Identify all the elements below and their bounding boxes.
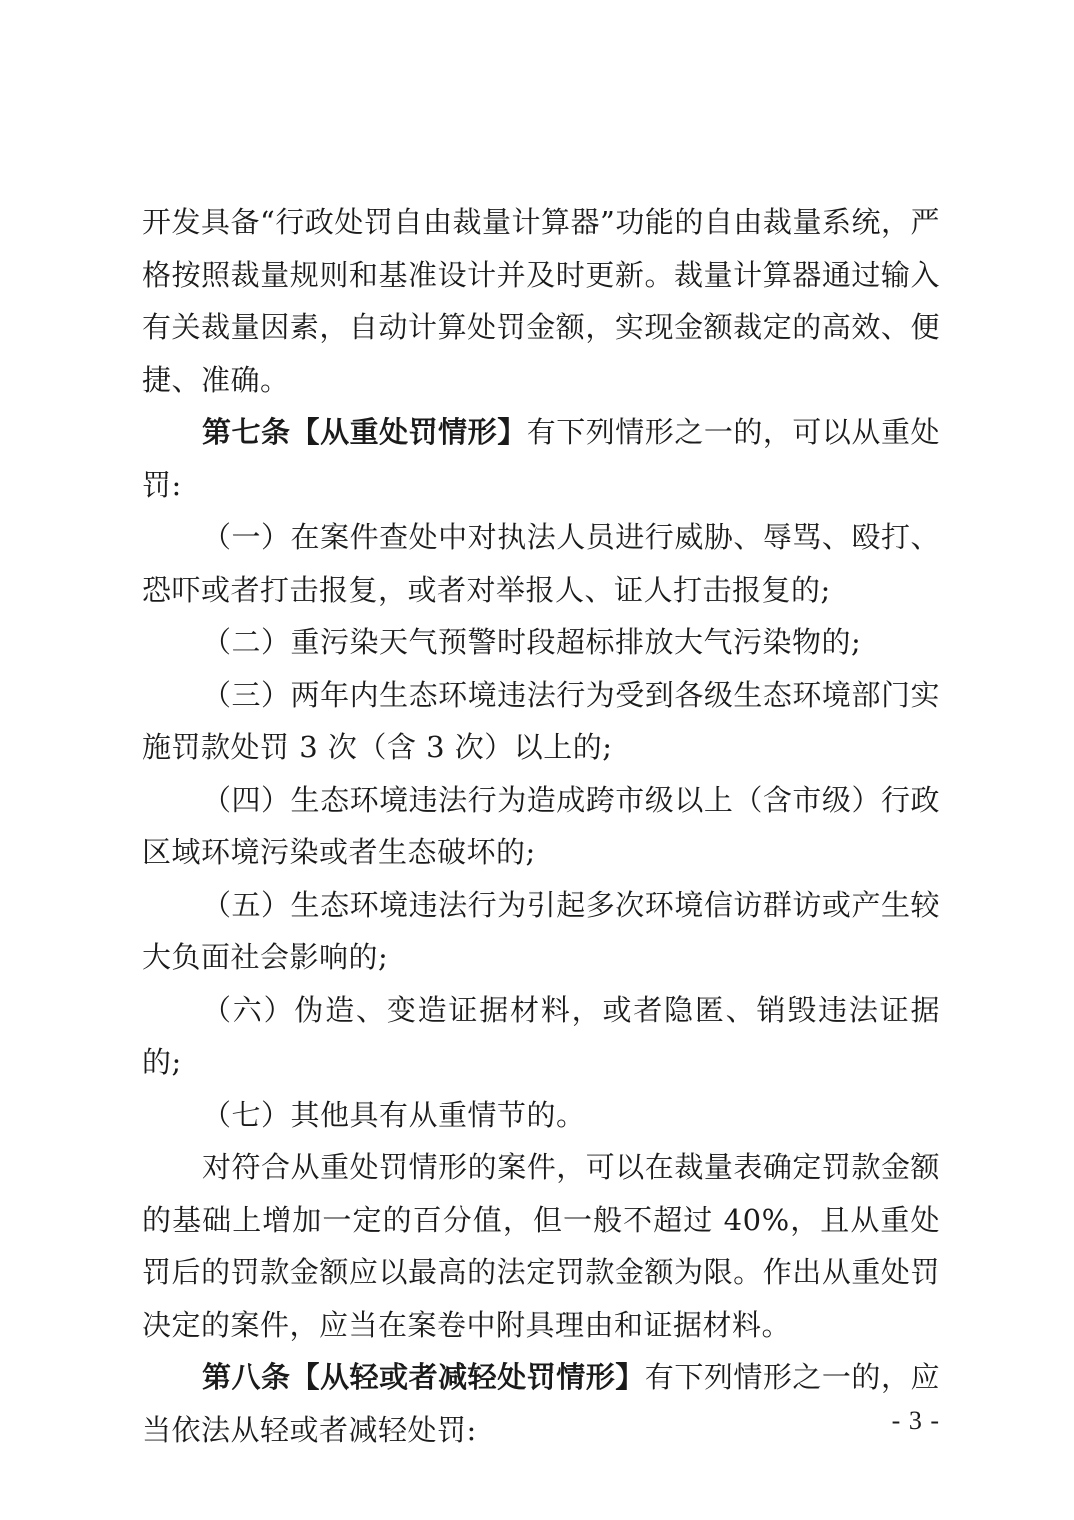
body-text — [142, 196, 940, 1456]
article-7: 第七条【从重处罚情形】有下列情形之一的，可以从重处罚: — [142, 415, 940, 502]
article-7-item-5: （五）生态环境违法行为引起多次环境信访群访或产生较大负面社会影响的; — [142, 887, 940, 974]
article-7-item-7: （七）其他具有从重情节的。 — [202, 1097, 586, 1132]
article-8-heading: 第八条【从轻或者减轻处罚情形】 — [202, 1360, 645, 1394]
article-7-item-1: （一）在案件查处中对执法人员进行威胁、辱骂、殴打、恐吓或者打击报复，或者对举报人、证人打击报复的; — [142, 520, 940, 607]
article-7-item-4: （四）生态环境违法行为造成跨市级以上（含市级）行政区域环境污染或者生态破坏的; — [142, 782, 940, 869]
article-7-item-2: （二）重污染天气预警时段超标排放大气污染物的; — [202, 625, 862, 659]
article-7-item-6: （六）伪造、变造证据材料，或者隐匿、销毁违法证据的; — [142, 992, 940, 1079]
article-7-note: 对符合从重处罚情形的案件，可以在裁量表确定罚款金额的基础上增加一定的百分值，但一般不超过 40%，且从重处罚后的罚款金额应以最高的法定罚款金额为限。作出从重处罚决定的案件，应当在案卷中附具理由和证据材料。 — [142, 1150, 940, 1342]
paragraph-continuation: 开发具备“行政处罚自由裁量计算器”功能的自由裁量系统，严格按照裁量规则和基准设计并及时更新。裁量计算器通过输入有关裁量因素，自动计算处罚金额，实现金额裁定的高效、便捷、准确。 — [142, 205, 940, 397]
article-7-item-3: （三）两年内生态环境违法行为受到各级生态环境部门实施罚款处罚 3 次（含 3 次）以上的; — [142, 677, 940, 764]
page-number: - 3 - — [891, 1406, 940, 1435]
article-7-heading: 第七条【从重处罚情形】 — [202, 415, 527, 449]
article-8: 第八条【从轻或者减轻处罚情形】有下列情形之一的，应当依法从轻或者减轻处罚: — [142, 1360, 940, 1447]
